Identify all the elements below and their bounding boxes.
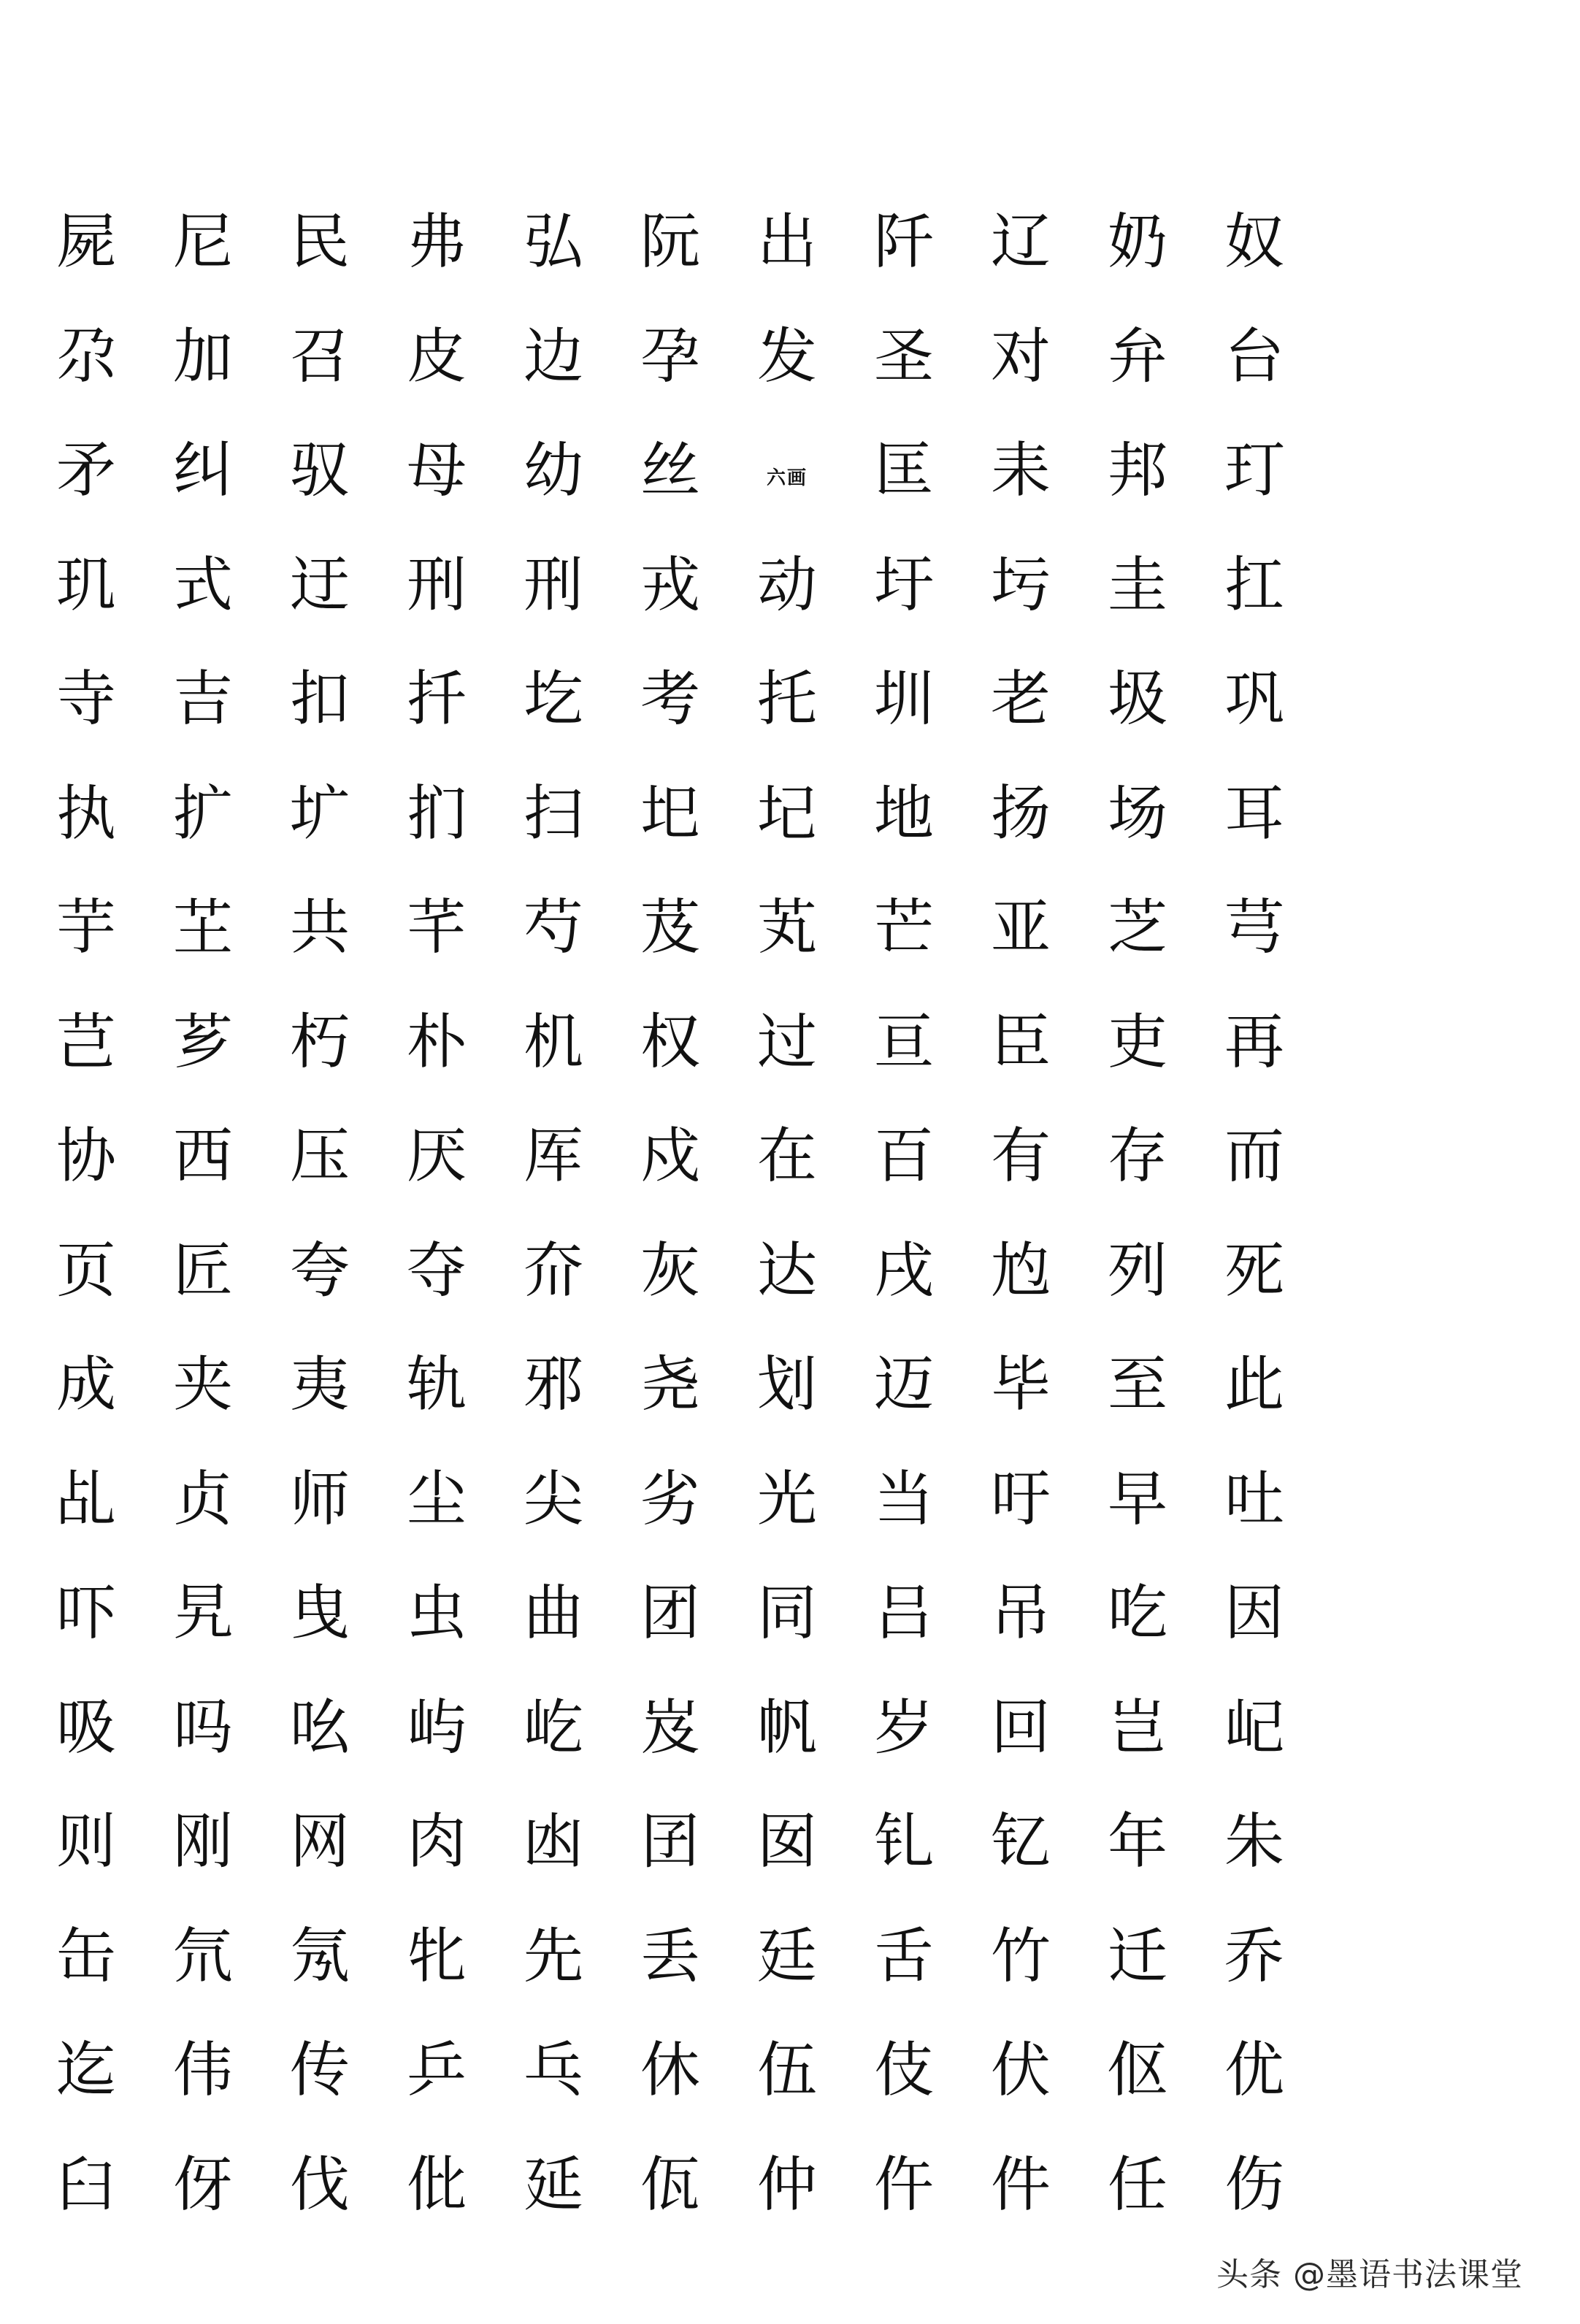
character-cell: 朴: [406, 1007, 467, 1077]
character-cell: 戎: [640, 550, 700, 620]
character-cell: 尥: [990, 1235, 1051, 1305]
character-cell: 圬: [990, 550, 1051, 620]
character-cell: 帆: [756, 1692, 817, 1763]
character-cell: 屹: [523, 1692, 583, 1763]
character-cell: 加: [172, 321, 233, 391]
character-cell: 毕: [990, 1350, 1051, 1420]
character-cell: 尘: [406, 1464, 467, 1534]
character-cell: 同: [756, 1579, 817, 1649]
character-cell: 芒: [873, 893, 934, 963]
character-cell: 芎: [1224, 893, 1284, 963]
character-cell: 光: [756, 1464, 817, 1534]
character-cell: 牝: [406, 1921, 467, 1991]
character-cell: 玎: [1224, 436, 1284, 506]
character-cell: 岁: [873, 1692, 934, 1763]
character-cell: 考: [640, 664, 700, 735]
character-cell: 钇: [990, 1807, 1051, 1877]
character-cell: 因: [1224, 1579, 1284, 1649]
character-cell: 圩: [873, 550, 934, 620]
character-cell: 仳: [406, 2149, 467, 2220]
character-cell: 协: [55, 1121, 116, 1192]
character-cell: 迁: [1107, 1921, 1167, 1991]
character-cell: 式: [172, 550, 233, 620]
character-cell: 仲: [756, 2149, 817, 2220]
character-cell: 厌: [406, 1121, 467, 1192]
character-cell: 贞: [172, 1464, 233, 1534]
character-cell: 缶: [55, 1921, 116, 1991]
character-cell: 戍: [640, 1121, 700, 1192]
character-cell: 玑: [55, 550, 116, 620]
character-cell: 幼: [523, 436, 583, 506]
character-cell: 吁: [990, 1464, 1051, 1534]
character-cell: 延: [523, 2149, 583, 2220]
character-cell: 乩: [55, 1464, 116, 1534]
character-cell: 夼: [523, 1235, 583, 1305]
character-cell: 则: [55, 1807, 116, 1877]
character-cell: 尼: [172, 207, 233, 277]
character-cell: 朱: [1224, 1807, 1284, 1877]
character-cell: 场: [1107, 778, 1167, 848]
character-cell: 灰: [640, 1235, 700, 1305]
character-cell: 轨: [406, 1350, 467, 1420]
character-cell: 吸: [55, 1692, 116, 1763]
character-cell: 休: [640, 2036, 700, 2106]
character-cell: 氘: [172, 1921, 233, 1991]
watermark: 头条 @墨语书法课堂: [1216, 2256, 1523, 2293]
character-cell: 芍: [523, 893, 583, 963]
character-cell: 圭: [1107, 550, 1167, 620]
character-cell: 早: [1107, 1464, 1167, 1534]
character-cell: 吐: [1224, 1464, 1284, 1534]
character-cell: 吏: [1107, 1007, 1167, 1077]
character-cell: 达: [756, 1235, 817, 1305]
character-cell: 圳: [873, 664, 934, 735]
character-cell: 尧: [640, 1350, 700, 1420]
character-cell: 圾: [1107, 664, 1167, 735]
character-cell: 年: [1107, 1807, 1167, 1877]
character-cell: 岂: [1107, 1692, 1167, 1763]
character-cell: 吊: [990, 1579, 1051, 1649]
character-cell: 匠: [172, 1235, 233, 1305]
character-cell: 发: [756, 321, 817, 391]
character-cell: 成: [55, 1350, 116, 1420]
character-cell: 臣: [990, 1007, 1051, 1077]
character-cell: 此: [1224, 1350, 1284, 1420]
character-cell: 划: [756, 1350, 817, 1420]
character-cell: 动: [756, 550, 817, 620]
character-cell: 耳: [1224, 778, 1284, 848]
character-cell: 弗: [406, 207, 467, 277]
character-cell: 当: [873, 1464, 934, 1534]
character-cell: 刑: [523, 550, 583, 620]
character-cell: 厍: [523, 1121, 583, 1192]
character-cell: 巩: [1224, 664, 1284, 735]
character-cell: 伢: [172, 2149, 233, 2220]
character-cell: 列: [1107, 1235, 1167, 1305]
character-cell: 亘: [873, 1007, 934, 1077]
character-cell: 先: [523, 1921, 583, 1991]
character-cell: 屺: [1224, 1692, 1284, 1763]
character-cell: 而: [1224, 1121, 1284, 1192]
character-cell: 廷: [756, 1921, 817, 1991]
character-cell: 件: [990, 2149, 1051, 2220]
character-cell: 奶: [1107, 207, 1167, 277]
character-cell: 丝: [640, 436, 700, 506]
character-cell: 再: [1224, 1007, 1284, 1077]
character-cell: 迄: [55, 2036, 116, 2106]
character-cell: 伟: [172, 2036, 233, 2106]
character-cell: 邦: [1107, 436, 1167, 506]
character-cell: 圪: [523, 664, 583, 735]
character-cell: 边: [523, 321, 583, 391]
character-cell: 邪: [523, 1350, 583, 1420]
character-cell: 辽: [990, 207, 1051, 277]
character-cell: 吗: [172, 1692, 233, 1763]
character-cell: 尖: [523, 1464, 583, 1534]
character-cell: 出: [756, 207, 817, 277]
character-cell: 扣: [289, 664, 350, 735]
character-cell: 网: [289, 1807, 350, 1877]
character-cell: 压: [289, 1121, 350, 1192]
character-cell: 夺: [406, 1235, 467, 1305]
character-cell: 吉: [172, 664, 233, 735]
character-cell: 母: [406, 436, 467, 506]
character-cell: 优: [1224, 2036, 1284, 2106]
character-cell: 朽: [289, 1007, 350, 1077]
character-cell: 圮: [756, 778, 817, 848]
character-cell: 虫: [406, 1579, 467, 1649]
character-cell: 伏: [990, 2036, 1051, 2106]
character-cell: 曳: [289, 1579, 350, 1649]
character-cell: 芗: [172, 1007, 233, 1077]
character-cell: 芊: [406, 893, 467, 963]
character-cell: 劣: [640, 1464, 700, 1534]
character-cell: 过: [756, 1007, 817, 1077]
character-cell: 台: [1224, 321, 1284, 391]
character-cell: 臼: [55, 2149, 116, 2220]
character-cell: 至: [1107, 1350, 1167, 1420]
character-cell: 师: [289, 1464, 350, 1534]
character-cell: 召: [289, 321, 350, 391]
character-cell: 迂: [289, 550, 350, 620]
character-cell: 屍: [55, 207, 116, 277]
character-cell: 屿: [406, 1692, 467, 1763]
character-cell: 奴: [1224, 207, 1284, 277]
character-cell: 吃: [1107, 1579, 1167, 1649]
character-cell: 寺: [55, 664, 116, 735]
character-cell: 吓: [55, 1579, 116, 1649]
character-cell: 吆: [289, 1692, 350, 1763]
character-cell: 团: [640, 1579, 700, 1649]
character-cell: 夹: [172, 1350, 233, 1420]
character-cell: 伛: [1107, 2036, 1167, 2106]
character-cell: 旯: [172, 1579, 233, 1649]
character-cell: 舌: [873, 1921, 934, 1991]
character-cell: 扦: [406, 664, 467, 735]
character-cell: 竹: [990, 1921, 1051, 1991]
character-cell: 尕: [55, 321, 116, 391]
character-cell: 对: [990, 321, 1051, 391]
character-cell: 扬: [990, 778, 1051, 848]
character-cell: 囝: [640, 1807, 700, 1877]
character-cell: 驭: [289, 436, 350, 506]
character-cell: 丢: [640, 1921, 700, 1991]
character-cell: 西: [172, 1121, 233, 1192]
character-cell: 共: [289, 893, 350, 963]
character-cell: 戌: [873, 1235, 934, 1305]
character-cell: 老: [990, 664, 1051, 735]
character-cell: 乓: [523, 2036, 583, 2106]
character-cell: 芄: [756, 893, 817, 963]
character-cell: 亚: [990, 893, 1051, 963]
character-cell: 凼: [523, 1807, 583, 1877]
character-cell: 任: [1107, 2149, 1167, 2220]
character-cell: 传: [289, 2036, 350, 2106]
character-cell: 圹: [289, 778, 350, 848]
character-cell: 囡: [756, 1807, 817, 1877]
character-cell: 孕: [640, 321, 700, 391]
character-cell: 纠: [172, 436, 233, 506]
character-cell: 刑: [406, 550, 467, 620]
character-cell: 扩: [172, 778, 233, 848]
character-cell: 芋: [55, 893, 116, 963]
character-cell: 仵: [873, 2149, 934, 2220]
character-cell: 夷: [289, 1350, 350, 1420]
character-cell: 肉: [406, 1807, 467, 1877]
character-cell: 扫: [523, 778, 583, 848]
character-cell: 芝: [1107, 893, 1167, 963]
character-cell: 扛: [1224, 550, 1284, 620]
character-cell: 匡: [873, 436, 934, 506]
character-cell: 执: [55, 778, 116, 848]
character-cell: 芏: [172, 893, 233, 963]
character-cell: 矛: [55, 436, 116, 506]
character-grid: [28, 185, 1313, 2242]
character-cell: 存: [1107, 1121, 1167, 1192]
character-cell: 刚: [172, 1807, 233, 1877]
character-cell: 曲: [523, 1579, 583, 1649]
character-cell: 钆: [873, 1807, 934, 1877]
character-cell: 弘: [523, 207, 583, 277]
character-cell: 页: [55, 1235, 116, 1305]
character-cell: 迈: [873, 1350, 934, 1420]
character-cell: 阡: [873, 207, 934, 277]
character-cell: 有: [990, 1121, 1051, 1192]
character-cell: 伎: [873, 2036, 934, 2106]
character-cell: 权: [640, 1007, 700, 1077]
character-cell: 圯: [640, 778, 700, 848]
character-cell: 伐: [289, 2149, 350, 2220]
character-cell: 乒: [406, 2036, 467, 2106]
character-cell: 民: [289, 207, 350, 277]
character-cell: 伤: [1224, 2149, 1284, 2220]
character-cell: 死: [1224, 1235, 1284, 1305]
character-cell: 岌: [640, 1692, 700, 1763]
character-cell: 在: [756, 1121, 817, 1192]
character-cell: 伍: [756, 2036, 817, 2106]
character-cell: 百: [873, 1121, 934, 1192]
character-cell: 乔: [1224, 1921, 1284, 1991]
character-cell: 回: [990, 1692, 1051, 1763]
character-cell: 芑: [55, 1007, 116, 1077]
character-cell: 地: [873, 778, 934, 848]
character-cell: 托: [756, 664, 817, 735]
character-cell: 佤: [640, 2149, 700, 2220]
character-cell: 耒: [990, 436, 1051, 506]
character-cell: 芨: [640, 893, 700, 963]
character-cell: 皮: [406, 321, 467, 391]
character-cell: 圣: [873, 321, 934, 391]
character-cell: 弁: [1107, 321, 1167, 391]
stroke-count-marker: 六画: [766, 467, 808, 490]
character-cell: 氖: [289, 1921, 350, 1991]
character-cell: 吕: [873, 1579, 934, 1649]
character-cell: 夸: [289, 1235, 350, 1305]
character-cell: 扪: [406, 778, 467, 848]
character-cell: 阮: [640, 207, 700, 277]
character-cell: 机: [523, 1007, 583, 1077]
